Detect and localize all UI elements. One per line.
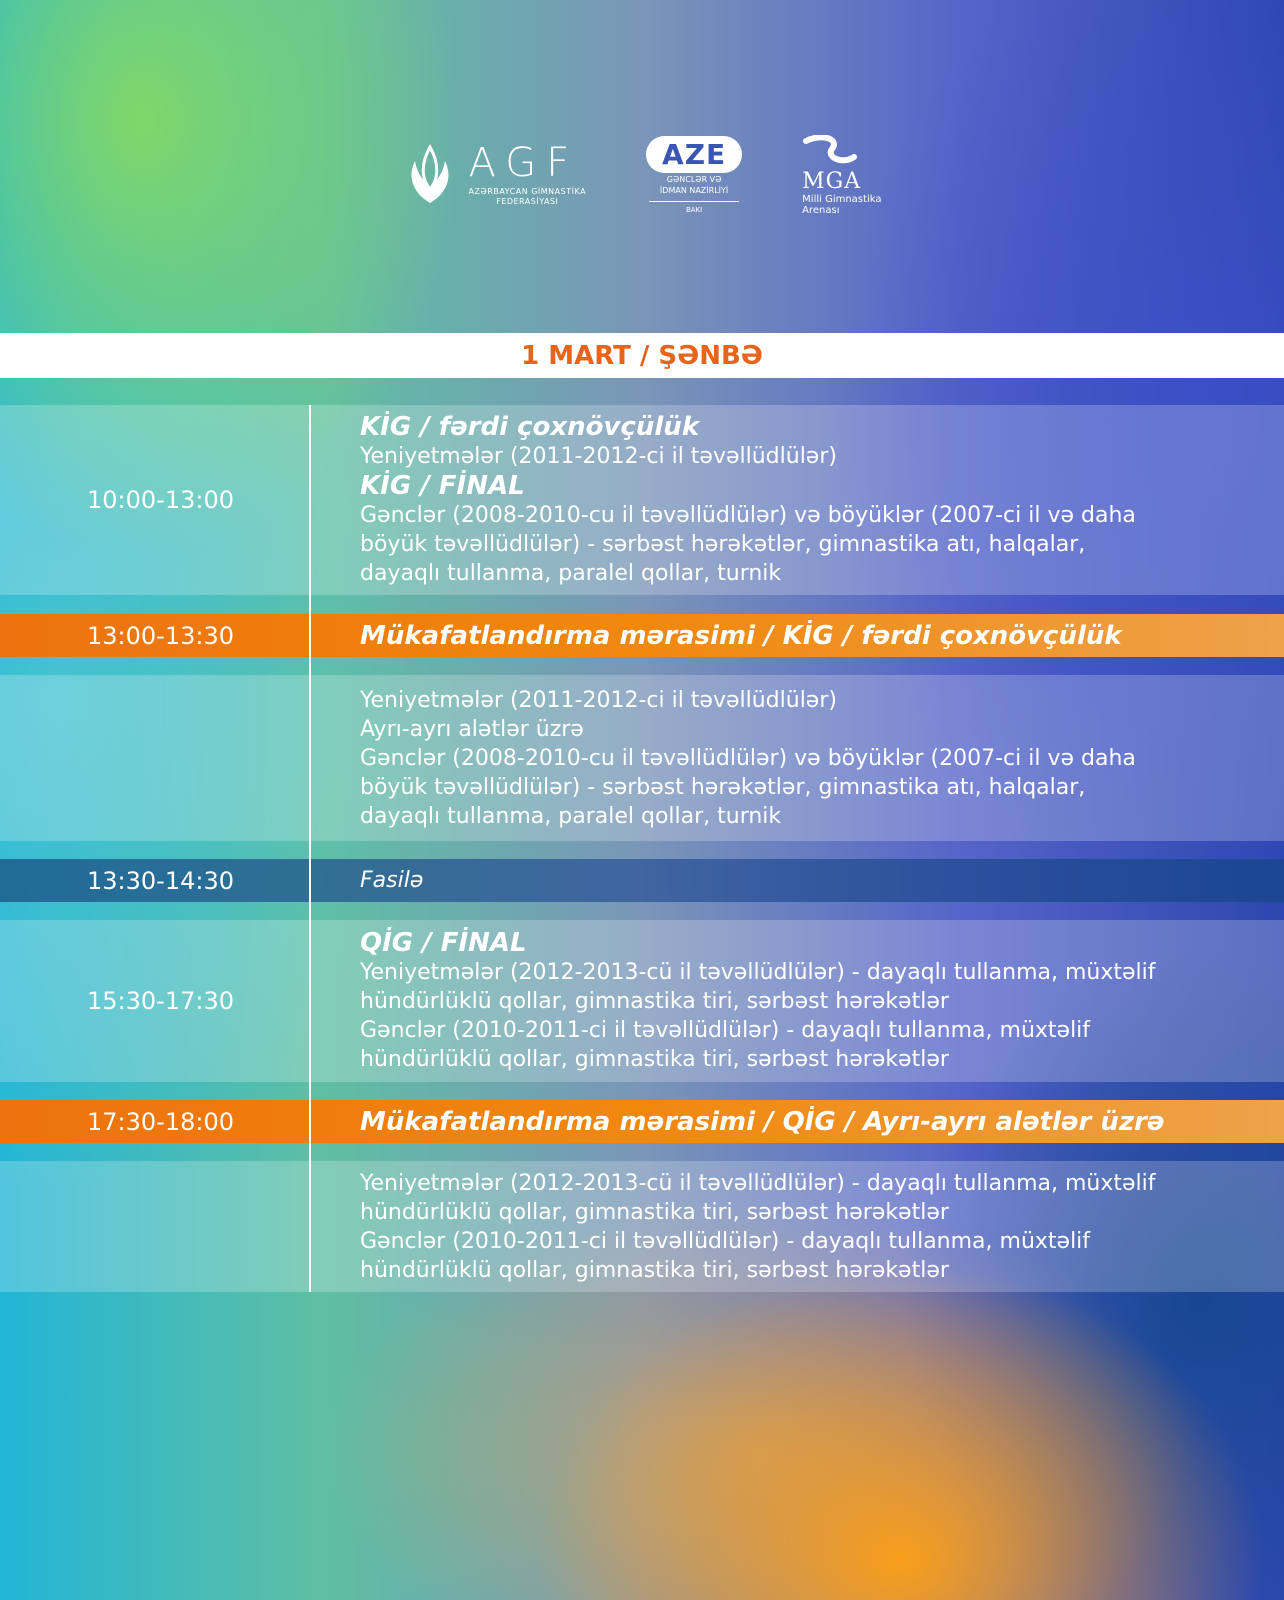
event-line: böyük təvəllüdlülər) - sərbəst hərəkətlər, gimnastika atı, halqalar,	[360, 774, 1086, 800]
flame-leaf-icon	[403, 143, 457, 207]
schedule-row	[0, 675, 1284, 841]
event-heading: QİG / FİNAL	[360, 928, 527, 958]
event-line: Gənclər (2008-2010-cu il təvəllüdlülər) və böyüklər (2007-ci il və daha	[360, 745, 1136, 771]
event-line: hündürlüklü qollar, gimnastika tiri, sərbəst hərəkətlər	[360, 1257, 949, 1283]
schedule-time: 13:00-13:30	[87, 621, 234, 650]
aze-logo	[646, 136, 742, 214]
event-line: dayaqlı tullanma, paralel qollar, turnik	[360, 803, 782, 829]
schedule-content	[310, 1169, 1284, 1285]
schedule-time: 15:30-17:30	[87, 987, 234, 1015]
schedule-content	[310, 928, 1284, 1074]
event-line: dayaqlı tullanma, paralel qollar, turnik	[360, 561, 782, 586]
mga-logo	[802, 135, 881, 216]
event-line: Yeniyetmələr (2012-2013-cü il təvəllüdlülər) - dayaqlı tullanma, müxtəlif	[360, 1170, 1156, 1196]
aze-logo-subtitle-2: İDMAN NAZİRLİYİ	[659, 186, 729, 195]
schedule-row	[0, 1161, 1284, 1292]
event-line: Ayrı-ayrı alətlər üzrə	[360, 716, 584, 742]
event-line: hündürlüklü qollar, gimnastika tiri, sərbəst hərəkətlər	[360, 1047, 949, 1072]
event-line: Gənclər (2010-2011-ci il təvəllüdlülər) - dayaqlı tullanma, müxtəlif	[360, 1018, 1091, 1043]
aze-logo-divider	[649, 201, 739, 202]
event-line: hündürlüklü qollar, gimnastika tiri, sərbəst hərəkətlər	[360, 989, 949, 1014]
agf-logo	[403, 140, 587, 207]
aze-logo-subtitle-1: GƏNCLƏR VƏ	[666, 175, 722, 184]
agf-logo-name: AGF	[468, 140, 580, 186]
schedule-row-break	[0, 859, 1284, 902]
schedule-content	[310, 412, 1284, 588]
event-line: Gənclər (2010-2011-ci il təvəllüdlülər) - dayaqlı tullanma, müxtəlif	[360, 1228, 1091, 1254]
agf-logo-subtitle-2: FEDERASİYASI	[496, 197, 559, 206]
event-line: Yeniyetmələr (2011-2012-ci il təvəllüdlülər)	[360, 444, 837, 469]
schedule-row-award	[0, 614, 1284, 657]
schedule-content	[310, 686, 1284, 831]
column-divider	[309, 405, 311, 1292]
logo-strip	[0, 120, 1284, 230]
mga-logo-name: MGA	[802, 168, 862, 194]
event-title: Fasilə	[360, 868, 424, 893]
aze-logo-name: AZE	[646, 136, 742, 173]
mga-logo-subtitle-2: Arenası	[802, 204, 840, 216]
ribbon-icon	[802, 135, 858, 169]
event-line: Yeniyetmələr (2012-2013-cü il təvəllüdlülər) - dayaqlı tullanma, müxtəlif	[360, 960, 1156, 985]
schedule-time: 10:00-13:00	[87, 486, 234, 514]
aze-logo-city: BAKI	[685, 206, 703, 214]
event-line: hündürlüklü qollar, gimnastika tiri, sərbəst hərəkətlər	[360, 1199, 949, 1225]
schedule-time: 17:30-18:00	[87, 1107, 234, 1136]
schedule-time: 13:30-14:30	[87, 866, 234, 895]
event-line: Yeniyetmələr (2011-2012-ci il təvəllüdlülər)	[360, 687, 837, 713]
event-line: böyük təvəllüdlülər) - sərbəst hərəkətlər, gimnastika atı, halqalar,	[360, 532, 1086, 557]
event-title: Mükafatlandırma mərasimi / QİG / Ayrı-ayrı alətlər üzrə	[360, 1106, 1165, 1137]
date-header: 1 MART / ŞƏNBƏ	[0, 333, 1284, 378]
event-heading: KİG / fərdi çoxnövçülük	[360, 412, 700, 442]
event-title: Mükafatlandırma mərasimi / KİG / fərdi çoxnövçülük	[360, 620, 1122, 651]
event-line: Gənclər (2008-2010-cu il təvəllüdlülər) və böyüklər (2007-ci il və daha	[360, 503, 1136, 528]
mga-logo-subtitle-1: Milli Gimnastika	[802, 193, 882, 205]
schedule-row	[0, 920, 1284, 1082]
schedule-row-award	[0, 1100, 1284, 1143]
agf-logo-subtitle-1: AZƏRBAYCAN GİMNASTİKA	[468, 187, 587, 196]
schedule-row	[0, 405, 1284, 595]
event-heading: KİG / FİNAL	[360, 471, 525, 501]
